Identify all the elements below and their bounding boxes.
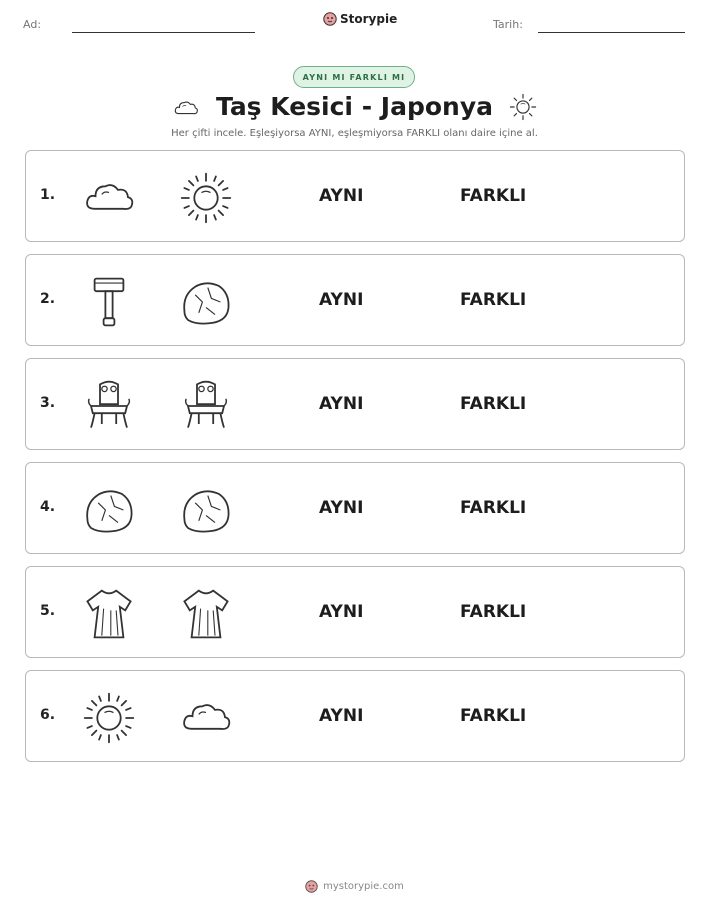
name-line[interactable] — [72, 32, 255, 33]
question-number: 3. — [40, 395, 56, 411]
question-row — [25, 254, 685, 346]
cloud-icon — [82, 171, 136, 225]
option-different[interactable]: FARKLI — [460, 186, 527, 206]
option-same[interactable]: AYNI — [319, 706, 364, 726]
option-same[interactable]: AYNI — [319, 498, 364, 518]
rock-icon — [179, 275, 233, 329]
option-different[interactable]: FARKLI — [460, 706, 527, 726]
rock-icon — [82, 483, 136, 537]
question-number: 1. — [40, 187, 56, 203]
sun-icon — [509, 93, 537, 121]
storypie-mascot-icon — [305, 880, 318, 893]
option-same[interactable]: AYNI — [319, 394, 364, 414]
instructions: Her çifti incele. Eşleşiyorsa AYNI, eşleşmiyorsa FARKLI olanı daire içine al. — [171, 128, 538, 139]
cloud-icon — [179, 691, 233, 745]
question-row — [25, 462, 685, 554]
chair-icon — [82, 379, 136, 433]
question-number: 4. — [40, 499, 56, 515]
sun-icon — [179, 171, 233, 225]
footer — [0, 880, 709, 893]
question-row — [25, 566, 685, 658]
date-line[interactable] — [538, 32, 685, 33]
question-row — [25, 670, 685, 762]
option-same[interactable]: AYNI — [319, 186, 364, 206]
date-label: Tarih: — [493, 18, 523, 31]
question-number: 5. — [40, 603, 56, 619]
chair-icon — [179, 379, 233, 433]
worksheet-tag: AYNI MI FARKLI MI — [293, 66, 415, 88]
option-different[interactable]: FARKLI — [460, 290, 527, 310]
robe-icon — [179, 587, 233, 641]
question-number: 6. — [40, 707, 56, 723]
sun-icon — [82, 691, 136, 745]
question-list — [25, 150, 685, 774]
cloud-icon — [172, 96, 200, 118]
option-different[interactable]: FARKLI — [460, 394, 527, 414]
storypie-mascot-icon — [323, 12, 337, 26]
brand-name: Storypie — [340, 12, 398, 26]
title-row — [0, 92, 709, 121]
option-different[interactable]: FARKLI — [460, 602, 527, 622]
question-number: 2. — [40, 291, 56, 307]
question-row — [25, 150, 685, 242]
question-row — [25, 358, 685, 450]
name-label: Ad: — [23, 18, 42, 31]
option-different[interactable]: FARKLI — [460, 498, 527, 518]
page-title: Taş Kesici - Japonya — [215, 92, 493, 121]
rock-icon — [179, 483, 233, 537]
option-same[interactable]: AYNI — [319, 290, 364, 310]
brand-logo — [323, 12, 397, 26]
footer-url[interactable]: mystorypie.com — [323, 881, 404, 892]
option-same[interactable]: AYNI — [319, 602, 364, 622]
robe-icon — [82, 587, 136, 641]
hammer-icon — [82, 275, 136, 329]
